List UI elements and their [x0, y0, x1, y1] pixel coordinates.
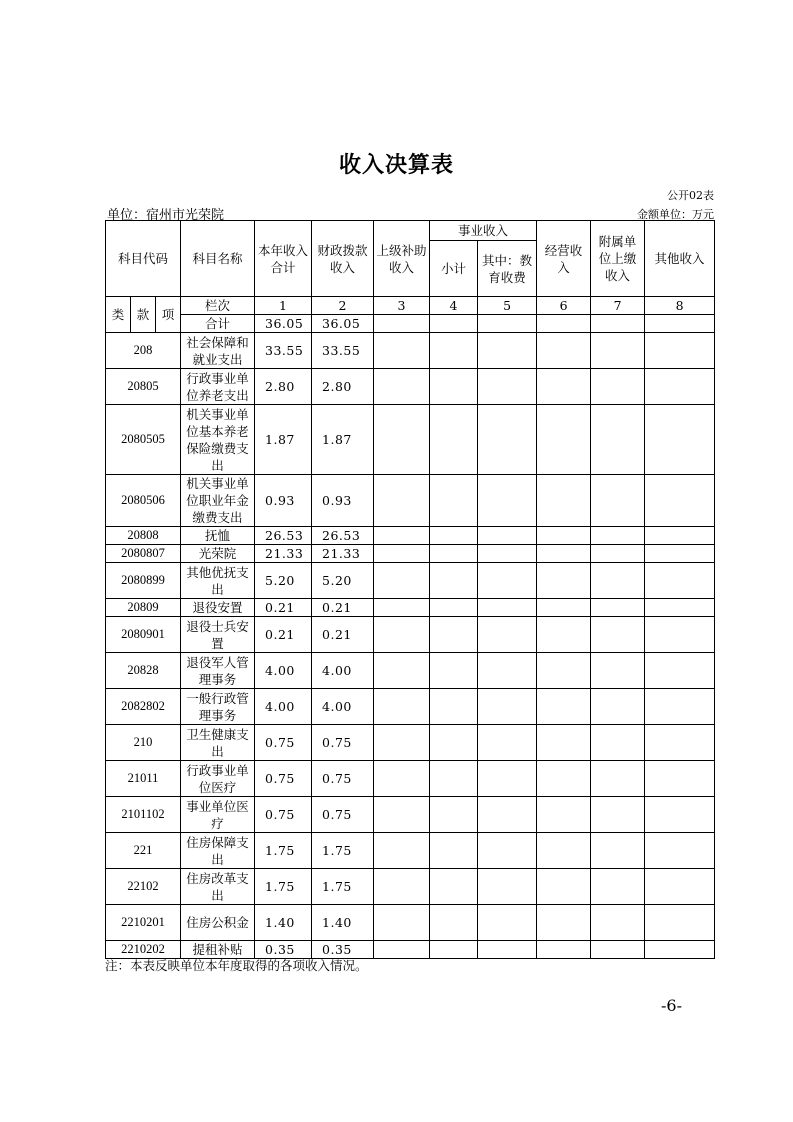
- empty-cell: [591, 689, 645, 725]
- empty-cell: [591, 563, 645, 599]
- form-code: 公开02表: [667, 189, 714, 202]
- header-total-income: 本年收入合计: [255, 221, 312, 297]
- row-subject-name: 住房改革支出: [181, 869, 255, 905]
- empty-cell: [537, 869, 591, 905]
- empty-cell: [478, 905, 537, 941]
- empty-cell: [478, 725, 537, 761]
- empty-cell: [374, 563, 430, 599]
- row-subject-name: 退役安置: [181, 599, 255, 617]
- header-lei: 类: [106, 297, 131, 333]
- empty-cell: [537, 761, 591, 797]
- empty-cell: [374, 545, 430, 563]
- empty-cell: [591, 475, 645, 527]
- row-subject-code: 20808: [106, 527, 181, 545]
- empty-cell: [430, 369, 478, 405]
- empty-cell: [645, 563, 715, 599]
- row-total-income: 0.75: [255, 761, 312, 797]
- row-subject-code: 20809: [106, 599, 181, 617]
- empty-cell: [374, 653, 430, 689]
- row-total-income: 0.93: [255, 475, 312, 527]
- row-total-income: 0.21: [255, 599, 312, 617]
- empty-cell: [478, 369, 537, 405]
- table-row: [106, 617, 715, 653]
- table-row: [106, 689, 715, 725]
- empty-cell: [374, 475, 430, 527]
- empty-cell: [478, 653, 537, 689]
- col-number: 3: [374, 297, 430, 315]
- empty-cell: [478, 797, 537, 833]
- row-fiscal: 21.33: [312, 545, 374, 563]
- row-subject-name: 退役军人管理事务: [181, 653, 255, 689]
- total-row-fiscal: 36.05: [312, 315, 374, 333]
- header-xiang: 项: [156, 297, 181, 333]
- empty-cell: [374, 405, 430, 475]
- header-subject-code: 科目代码: [106, 221, 181, 297]
- header-education: 其中：教育收费: [478, 241, 537, 297]
- row-total-income: 0.75: [255, 725, 312, 761]
- empty-cell: [478, 617, 537, 653]
- empty-cell: [430, 905, 478, 941]
- empty-cell: [430, 797, 478, 833]
- empty-cell: [591, 797, 645, 833]
- header-column-no: 栏次: [181, 297, 255, 315]
- row-total-income: 1.87: [255, 405, 312, 475]
- empty-cell: [645, 869, 715, 905]
- col-number: 2: [312, 297, 374, 315]
- empty-cell: [430, 599, 478, 617]
- header-other: 其他收入: [645, 221, 715, 297]
- table-row: [106, 725, 715, 761]
- empty-cell: [645, 369, 715, 405]
- empty-cell: [374, 725, 430, 761]
- empty-cell: [537, 689, 591, 725]
- empty-cell: [591, 761, 645, 797]
- empty-cell: [374, 833, 430, 869]
- row-subject-code: 20828: [106, 653, 181, 689]
- income-table: [105, 220, 715, 959]
- row-subject-name: 行政事业单位养老支出: [181, 369, 255, 405]
- row-fiscal: 0.93: [312, 475, 374, 527]
- table-row: [106, 653, 715, 689]
- empty-cell: [430, 689, 478, 725]
- row-subject-code: 2080901: [106, 617, 181, 653]
- empty-cell: [478, 689, 537, 725]
- empty-cell: [478, 545, 537, 563]
- empty-cell: [537, 617, 591, 653]
- col-number: 8: [645, 297, 715, 315]
- empty-cell: [537, 333, 591, 369]
- empty-cell: [537, 905, 591, 941]
- empty-cell: [478, 599, 537, 617]
- empty-cell: [374, 369, 430, 405]
- empty-cell: [430, 869, 478, 905]
- table-row: [106, 527, 715, 545]
- empty-cell: [374, 941, 430, 959]
- row-fiscal: 5.20: [312, 563, 374, 599]
- row-total-income: 4.00: [255, 689, 312, 725]
- empty-cell: [537, 405, 591, 475]
- row-subject-code: 2210201: [106, 905, 181, 941]
- empty-cell: [645, 941, 715, 959]
- row-subject-name: 其他优抚支出: [181, 563, 255, 599]
- row-subject-code: 21011: [106, 761, 181, 797]
- empty-cell: [645, 599, 715, 617]
- empty-cell: [430, 833, 478, 869]
- empty-cell: [645, 761, 715, 797]
- empty-cell: [591, 905, 645, 941]
- empty-cell: [645, 653, 715, 689]
- row-total-income: 21.33: [255, 545, 312, 563]
- row-subject-code: 2082802: [106, 689, 181, 725]
- row-fiscal: 1.40: [312, 905, 374, 941]
- row-subject-name: 住房保障支出: [181, 833, 255, 869]
- empty-cell: [537, 545, 591, 563]
- empty-cell: [591, 653, 645, 689]
- empty-cell: [537, 797, 591, 833]
- row-fiscal: 2.80: [312, 369, 374, 405]
- empty-cell: [537, 599, 591, 617]
- empty-cell: [591, 833, 645, 869]
- empty-cell: [430, 617, 478, 653]
- row-fiscal: 0.21: [312, 617, 374, 653]
- table-body: [106, 333, 715, 959]
- col-number: 7: [591, 297, 645, 315]
- empty-cell: [478, 527, 537, 545]
- row-fiscal: 0.75: [312, 725, 374, 761]
- row-total-income: 26.53: [255, 527, 312, 545]
- header-subject-name: 科目名称: [181, 221, 255, 297]
- row-fiscal: 26.53: [312, 527, 374, 545]
- empty-cell: [591, 617, 645, 653]
- row-subject-code: 221: [106, 833, 181, 869]
- empty-cell: [374, 761, 430, 797]
- empty-cell: [591, 725, 645, 761]
- row-subject-code: 20805: [106, 369, 181, 405]
- empty-cell: [430, 725, 478, 761]
- row-total-income: 2.80: [255, 369, 312, 405]
- table-row: [106, 369, 715, 405]
- row-subject-code: 2101102: [106, 797, 181, 833]
- row-fiscal: 4.00: [312, 689, 374, 725]
- empty-cell: [478, 563, 537, 599]
- empty-cell: [537, 941, 591, 959]
- header-operating: 经营收入: [537, 221, 591, 297]
- row-fiscal: 0.75: [312, 761, 374, 797]
- empty-cell: [430, 761, 478, 797]
- empty-cell: [430, 653, 478, 689]
- table-row: [106, 905, 715, 941]
- row-subject-code: 2080505: [106, 405, 181, 475]
- row-subject-code: 2080807: [106, 545, 181, 563]
- empty-cell: [374, 797, 430, 833]
- row-fiscal: 1.87: [312, 405, 374, 475]
- row-fiscal: 0.75: [312, 797, 374, 833]
- empty-cell: [478, 333, 537, 369]
- row-subject-code: 2080899: [106, 563, 181, 599]
- row-subject-code: 210: [106, 725, 181, 761]
- row-total-income: 4.00: [255, 653, 312, 689]
- table-row: [106, 833, 715, 869]
- page-title: 收入决算表: [338, 153, 454, 178]
- empty-cell: [645, 333, 715, 369]
- empty-cell: [430, 563, 478, 599]
- empty-cell: [645, 689, 715, 725]
- row-fiscal: 33.55: [312, 333, 374, 369]
- row-subject-name: 事业单位医疗: [181, 797, 255, 833]
- empty-cell: [374, 905, 430, 941]
- empty-cell: [645, 833, 715, 869]
- empty-cell: [537, 563, 591, 599]
- amount-unit: 金额单位：万元: [637, 208, 714, 221]
- col-number: 4: [430, 297, 478, 315]
- empty-cell: [478, 833, 537, 869]
- empty-cell: [374, 333, 430, 369]
- row-fiscal: 1.75: [312, 833, 374, 869]
- row-subject-code: 208: [106, 333, 181, 369]
- empty-cell: [591, 941, 645, 959]
- empty-cell: [537, 653, 591, 689]
- empty-cell: [478, 869, 537, 905]
- row-subject-name: 机关事业单位职业年金缴费支出: [181, 475, 255, 527]
- empty-cell: [645, 725, 715, 761]
- empty-cell: [430, 941, 478, 959]
- empty-cell: [430, 405, 478, 475]
- empty-cell: [478, 405, 537, 475]
- row-subject-name: 一般行政管理事务: [181, 689, 255, 725]
- empty-cell: [645, 905, 715, 941]
- empty-cell: [645, 545, 715, 563]
- table-row: [106, 475, 715, 527]
- empty-cell: [478, 761, 537, 797]
- row-fiscal: 0.21: [312, 599, 374, 617]
- table-row: [106, 599, 715, 617]
- row-subject-code: 2080506: [106, 475, 181, 527]
- empty-cell: [591, 333, 645, 369]
- empty-cell: [537, 475, 591, 527]
- table-row: [106, 797, 715, 833]
- header-business: 事业收入: [430, 221, 537, 241]
- row-total-income: 0.35: [255, 941, 312, 959]
- row-subject-name: 抚恤: [181, 527, 255, 545]
- row-subject-name: 退役士兵安置: [181, 617, 255, 653]
- row-total-income: 0.75: [255, 797, 312, 833]
- empty-cell: [645, 617, 715, 653]
- empty-cell: [645, 797, 715, 833]
- col-number: 1: [255, 297, 312, 315]
- empty-cell: [537, 833, 591, 869]
- row-fiscal: 0.35: [312, 941, 374, 959]
- empty-cell: [537, 369, 591, 405]
- row-total-income: 1.40: [255, 905, 312, 941]
- col-number: 6: [537, 297, 591, 315]
- table-row: [106, 405, 715, 475]
- header-fiscal: 财政拨款收入: [312, 221, 374, 297]
- row-subject-name: 提租补贴: [181, 941, 255, 959]
- row-subject-name: 机关事业单位基本养老保险缴费支出: [181, 405, 255, 475]
- total-row-total: 36.05: [255, 315, 312, 333]
- table-note: 注：本表反映单位本年度取得的各项收入情况。: [105, 958, 368, 973]
- header-subtotal: 小计: [430, 241, 478, 297]
- empty-cell: [430, 527, 478, 545]
- empty-cell: [591, 545, 645, 563]
- empty-cell: [430, 545, 478, 563]
- row-total-income: 5.20: [255, 563, 312, 599]
- empty-cell: [645, 475, 715, 527]
- row-fiscal: 4.00: [312, 653, 374, 689]
- row-subject-name: 行政事业单位医疗: [181, 761, 255, 797]
- empty-cell: [537, 527, 591, 545]
- empty-cell: [374, 599, 430, 617]
- table-row: [106, 333, 715, 369]
- table-row: [106, 761, 715, 797]
- row-subject-code: 22102: [106, 869, 181, 905]
- page-number: -6-: [661, 996, 682, 1015]
- empty-cell: [591, 869, 645, 905]
- row-subject-name: 住房公积金: [181, 905, 255, 941]
- empty-cell: [374, 689, 430, 725]
- row-subject-code: 2210202: [106, 941, 181, 959]
- header-superior: 上级补助收入: [374, 221, 430, 297]
- row-total-income: 33.55: [255, 333, 312, 369]
- empty-cell: [645, 527, 715, 545]
- table-row: [106, 563, 715, 599]
- empty-cell: [374, 869, 430, 905]
- table-row: [106, 869, 715, 905]
- empty-cell: [537, 725, 591, 761]
- col-number: 5: [478, 297, 537, 315]
- empty-cell: [374, 617, 430, 653]
- total-row-label: 合计: [181, 315, 255, 333]
- table-row: [106, 545, 715, 563]
- empty-cell: [645, 405, 715, 475]
- empty-cell: [374, 527, 430, 545]
- row-subject-name: 卫生健康支出: [181, 725, 255, 761]
- header-kuan: 款: [131, 297, 156, 333]
- empty-cell: [478, 475, 537, 527]
- row-total-income: 0.21: [255, 617, 312, 653]
- empty-cell: [591, 599, 645, 617]
- row-total-income: 1.75: [255, 869, 312, 905]
- empty-cell: [591, 405, 645, 475]
- row-total-income: 1.75: [255, 833, 312, 869]
- empty-cell: [478, 941, 537, 959]
- empty-cell: [430, 475, 478, 527]
- empty-cell: [430, 333, 478, 369]
- empty-cell: [591, 527, 645, 545]
- row-subject-name: 社会保障和就业支出: [181, 333, 255, 369]
- unit-label: 单位：宿州市光荣院: [107, 208, 225, 223]
- empty-cell: [591, 369, 645, 405]
- row-subject-name: 光荣院: [181, 545, 255, 563]
- header-affiliated: 附属单位上缴收入: [591, 221, 645, 297]
- row-fiscal: 1.75: [312, 869, 374, 905]
